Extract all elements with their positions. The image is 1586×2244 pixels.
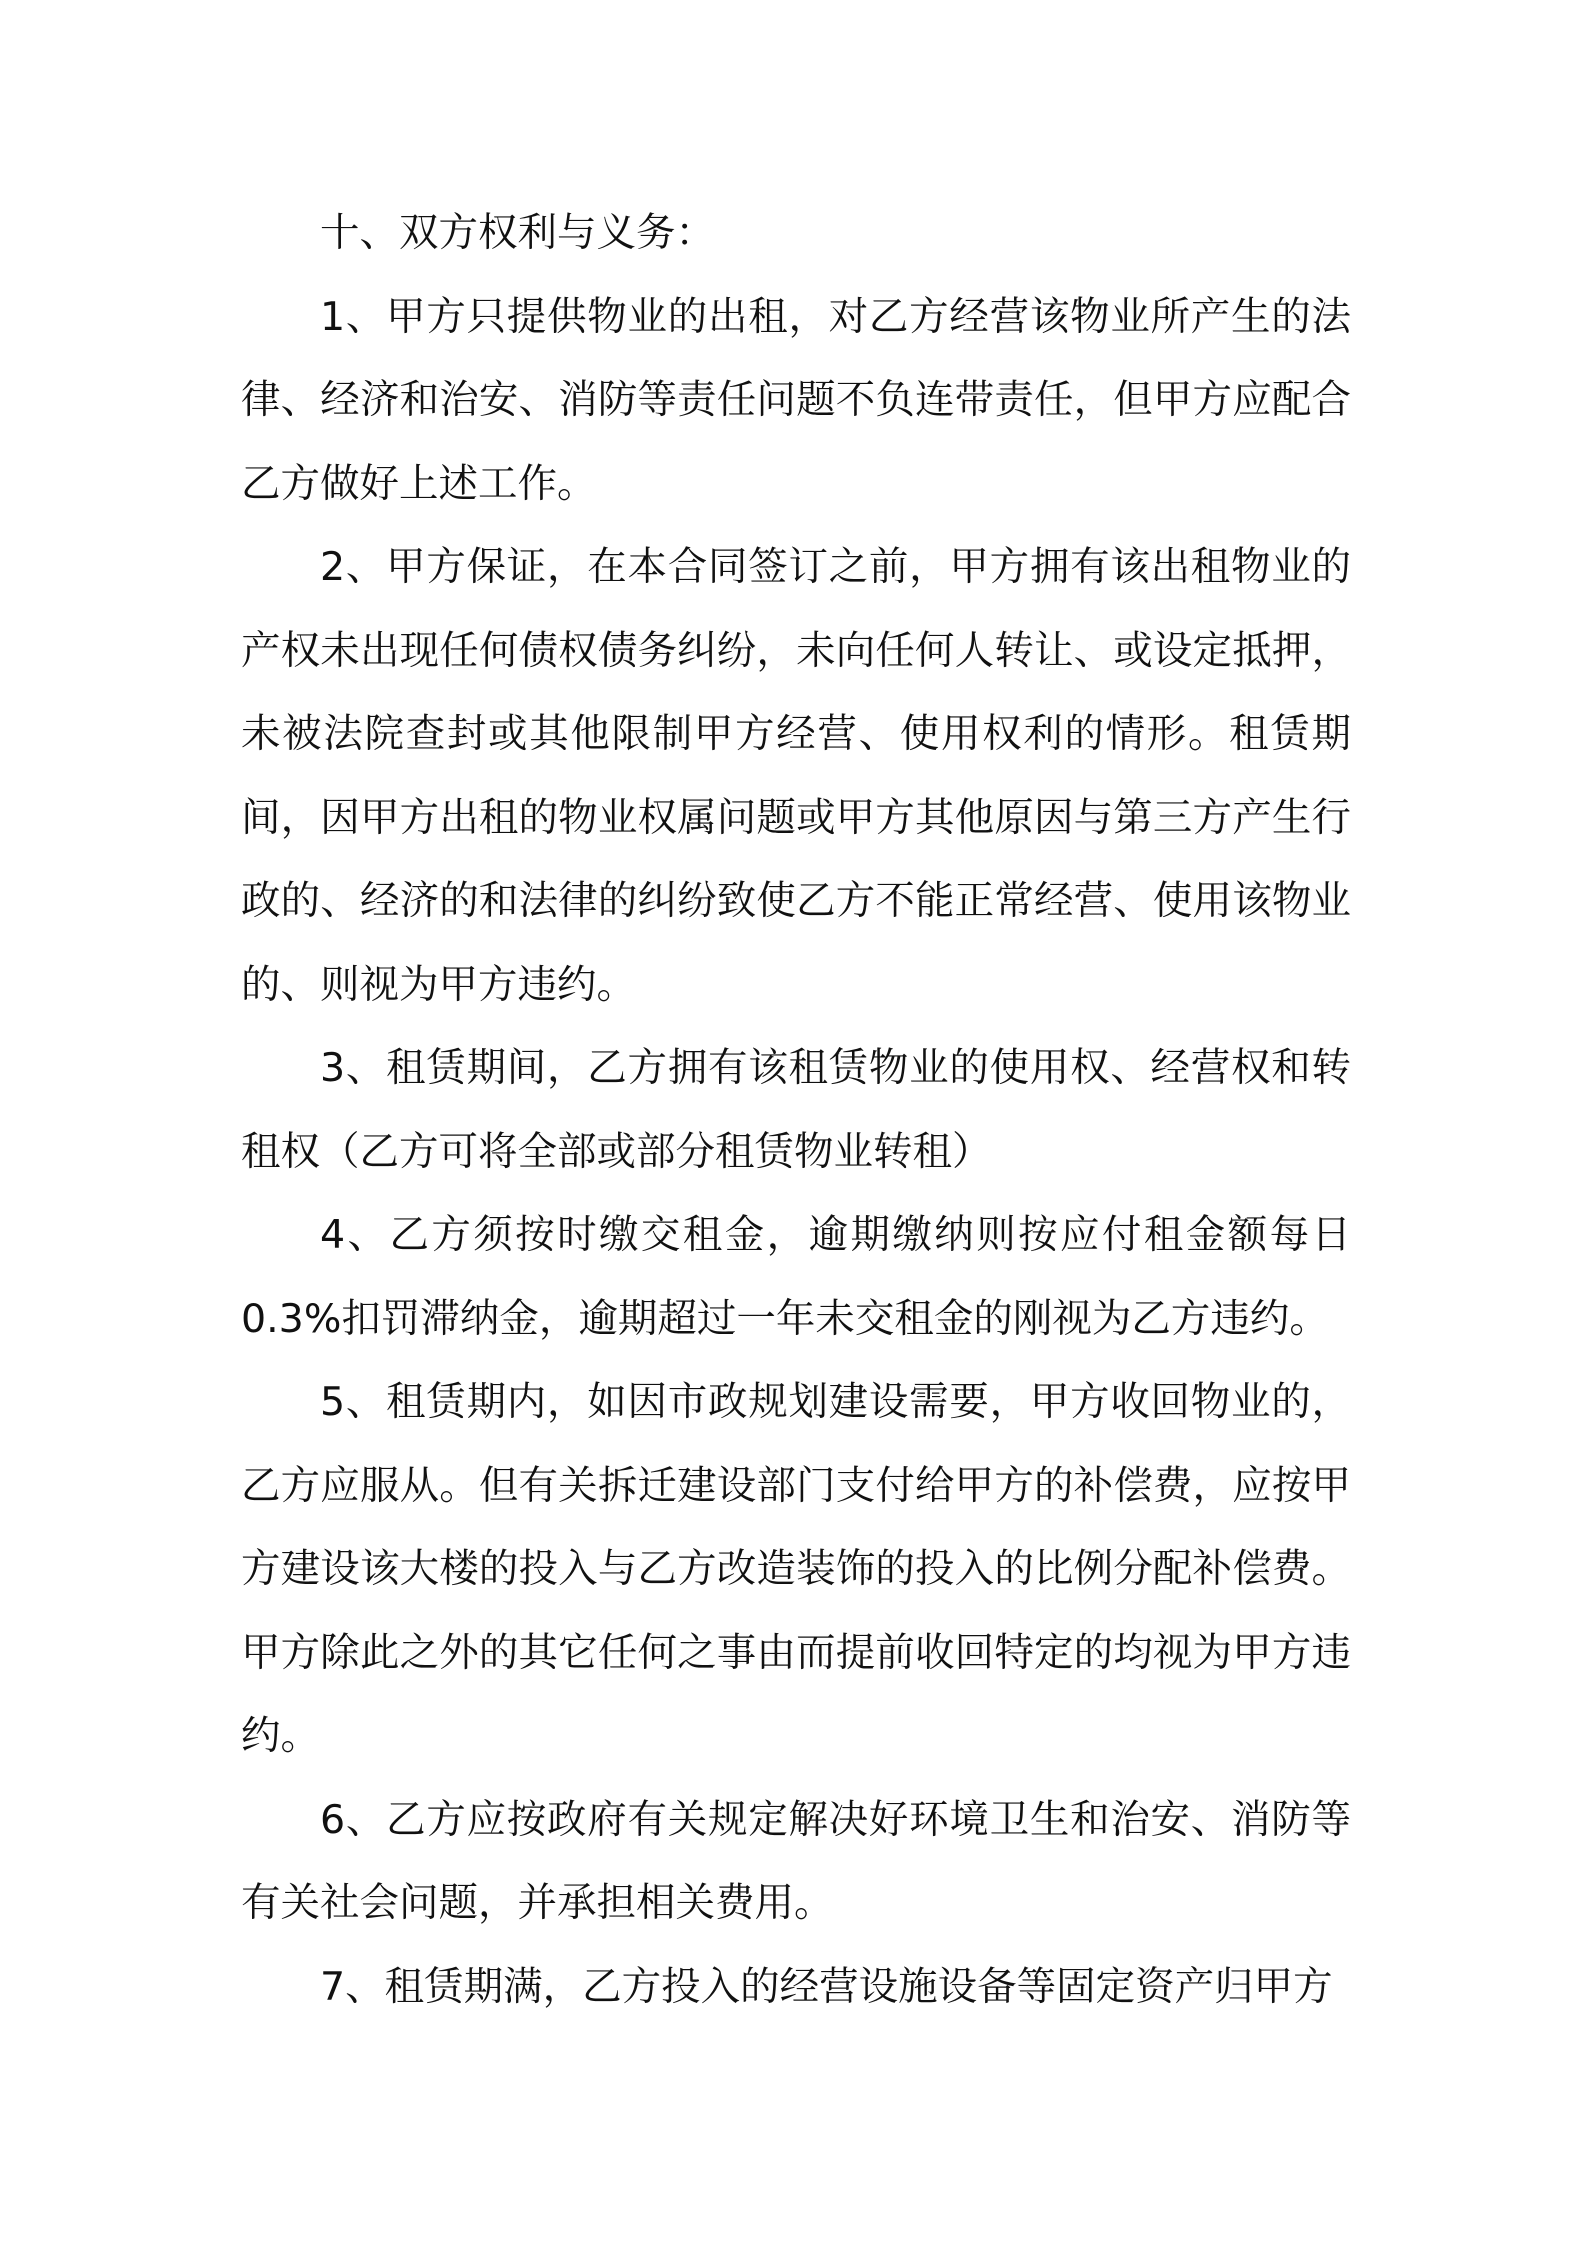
section-heading: 十、双方权利与义务：	[320, 210, 715, 256]
clause-3: 3、租赁期间，乙方拥有该租赁物业的使用权、经营权和转租权（乙方可将全部或部分租赁物业转租）	[241, 1045, 1351, 1175]
clause-7: 7、租赁期满，乙方投入的经营设施设备等固定资产归甲方	[320, 1963, 1333, 2010]
contract-text	[241, 192, 1351, 2029]
clause-2: 2、甲方保证，在本合同签订之前，甲方拥有该出租物业的产权未出现任何债权债务纠纷，未向任何人转让、或设定抵押，未被法院查封或其他限制甲方经营、使用权利的情形。租赁期间，因甲方出租的物业权属问题或甲方其他原因与第三方产生行政的、经济的和法律的纠纷致使乙方不能正常经营、使用该物业的、则视为甲方违约。	[241, 544, 1351, 1008]
clause-5: 5、租赁期内，如因市政规划建设需要，甲方收回物业的，乙方应服从。但有关拆迁建设部门支付给甲方的补偿费，应按甲方建设该大楼的投入与乙方改造装饰的投入的比例分配补偿费。甲方除此之外的其它任何之事由而提前收回特定的均视为甲方违约。	[241, 1379, 1351, 1759]
clause-4: 4、乙方须按时缴交租金，逾期缴纳则按应付租金额每日0.3%扣罚滞纳金，逾期超过一年未交租金的刚视为乙方违约。	[241, 1212, 1351, 1342]
clause-6: 6、乙方应按政府有关规定解决好环境卫生和治安、消防等有关社会问题，并承担相关费用。	[241, 1796, 1351, 1926]
clause-1: 1、甲方只提供物业的出租，对乙方经营该物业所产生的法律、经济和治安、消防等责任问题不负连带责任，但甲方应配合乙方做好上述工作。	[241, 293, 1351, 507]
